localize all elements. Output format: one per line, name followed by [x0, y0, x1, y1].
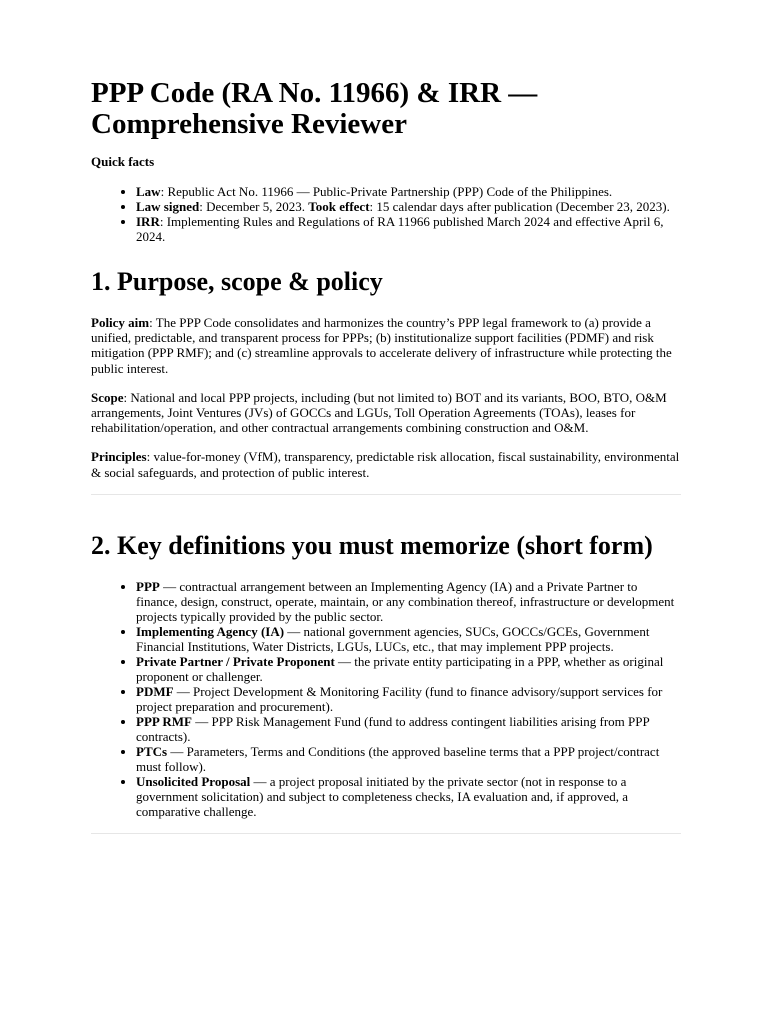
quick-facts-list: [91, 184, 681, 244]
definitions-list: [91, 579, 681, 819]
definition-text: — Project Development & Monitoring Facility (fund to finance advisory/support services for project preparation and procurement).: [136, 683, 663, 714]
definition-item: [136, 624, 681, 654]
definition-item: [136, 654, 681, 684]
definition-item: [136, 774, 681, 819]
definition-term: Unsolicited Proposal: [136, 773, 251, 789]
quick-fact-term: Law: [136, 184, 161, 199]
definition-item: [136, 684, 681, 714]
principles-paragraph: [91, 449, 681, 479]
policy-aim-paragraph: [91, 315, 681, 376]
definition-term: Private Partner / Private Proponent: [136, 653, 335, 669]
section-1-heading: 1. Purpose, scope & policy: [91, 267, 383, 296]
definition-term: PTCs: [136, 743, 168, 759]
section-divider: [91, 494, 681, 495]
section-2-heading: 2. Key definitions you must memorize (short form): [91, 530, 653, 560]
paragraph-term: Policy aim: [91, 315, 150, 330]
definition-text: — PPP Risk Management Fund (fund to address contingent liabilities arising from PPP contracts).: [136, 713, 650, 744]
quick-fact-irr: [136, 214, 681, 244]
definition-text: — Parameters, Terms and Conditions (the approved baseline terms that a PPP project/contract must follow).: [136, 743, 660, 774]
definition-item: [136, 579, 681, 624]
quick-fact-term-took-effect: Took effect: [308, 199, 370, 214]
document-content: [91, 78, 681, 834]
quick-fact-separator: :: [159, 214, 167, 229]
quick-fact-text: Republic Act No. 11966 — Public-Private Partnership (PPP) Code of the Philippines.: [167, 184, 613, 199]
document-title: PPP Code (RA No. 11966) & IRR — Comprehensive Reviewer: [91, 77, 538, 140]
definition-term: PPP: [136, 578, 160, 594]
paragraph-text: : value-for-money (VfM), transparency, predictable risk allocation, fiscal sustainability, environmental & social safeguards, and protection of public interest.: [91, 449, 680, 480]
quick-fact-law-signed: [136, 199, 681, 214]
definition-term: Implementing Agency (IA): [136, 623, 285, 639]
definition-item: [136, 714, 681, 744]
quick-fact-separator: :: [199, 199, 207, 214]
definition-text: — the private entity participating in a PPP, whether as original proponent or challenger.: [136, 653, 664, 684]
definition-text: — national government agencies, SUCs, GOCCs/GCEs, Government Financial Institutions, Water Districts, LGUs, LUCs, etc., that may implement PPP projects.: [136, 623, 650, 654]
quick-fact-term: IRR: [136, 214, 160, 229]
definition-term: PDMF: [136, 683, 174, 699]
paragraph-text: : The PPP Code consolidates and harmonizes the country’s PPP legal framework to (a) provide a unified, predictable, and transparent process for PPPs; (b) institutionalize support facilities (PDMF) and risk mitigation (PPP RMF); and (c) streamline approvals to accelerate delivery of infrastructure while protecting the public interest.: [91, 315, 672, 376]
paragraph-term: Scope: [91, 389, 124, 405]
definition-text: — contractual arrangement between an Implementing Agency (IA) and a Private Partner to finance, design, construct, operate, maintain, or any combination thereof, infrastructure or development projects typically provided by the public sector.: [136, 578, 675, 624]
paragraph-term: Principles: [91, 449, 147, 465]
definition-text: — a project proposal initiated by the private sector (not in response to a government solicitation) and subject to completeness checks, IA evaluation and, if approved, a comparative challenge.: [136, 773, 629, 819]
definition-term: PPP RMF: [136, 713, 192, 729]
quick-fact-separator: :: [160, 184, 168, 199]
quick-fact-law: [136, 184, 681, 199]
quick-fact-text: December 5, 2023.: [206, 199, 309, 214]
definition-item: [136, 744, 681, 774]
quick-fact-text-took-effect: : 15 calendar days after publication (December 23, 2023).: [369, 199, 670, 214]
quick-fact-term: Law signed: [136, 199, 200, 214]
quick-fact-text: Implementing Rules and Regulations of RA 11966 published March 2024 and effective April 6, 2024.: [136, 214, 664, 244]
quick-facts-label: Quick facts: [91, 154, 155, 169]
scope-paragraph: [91, 390, 681, 436]
section-divider: [91, 833, 681, 834]
paragraph-text: : National and local PPP projects, including (but not limited to) BOT and its variants, BOO, BTO, O&M arrangements, Joint Ventures (JVs) of GOCCs and LGUs, Toll Operation Agreements (TOAs), leases for rehabilitation/operation, and other contractual arrangements combining construction and O&M.: [91, 389, 667, 436]
